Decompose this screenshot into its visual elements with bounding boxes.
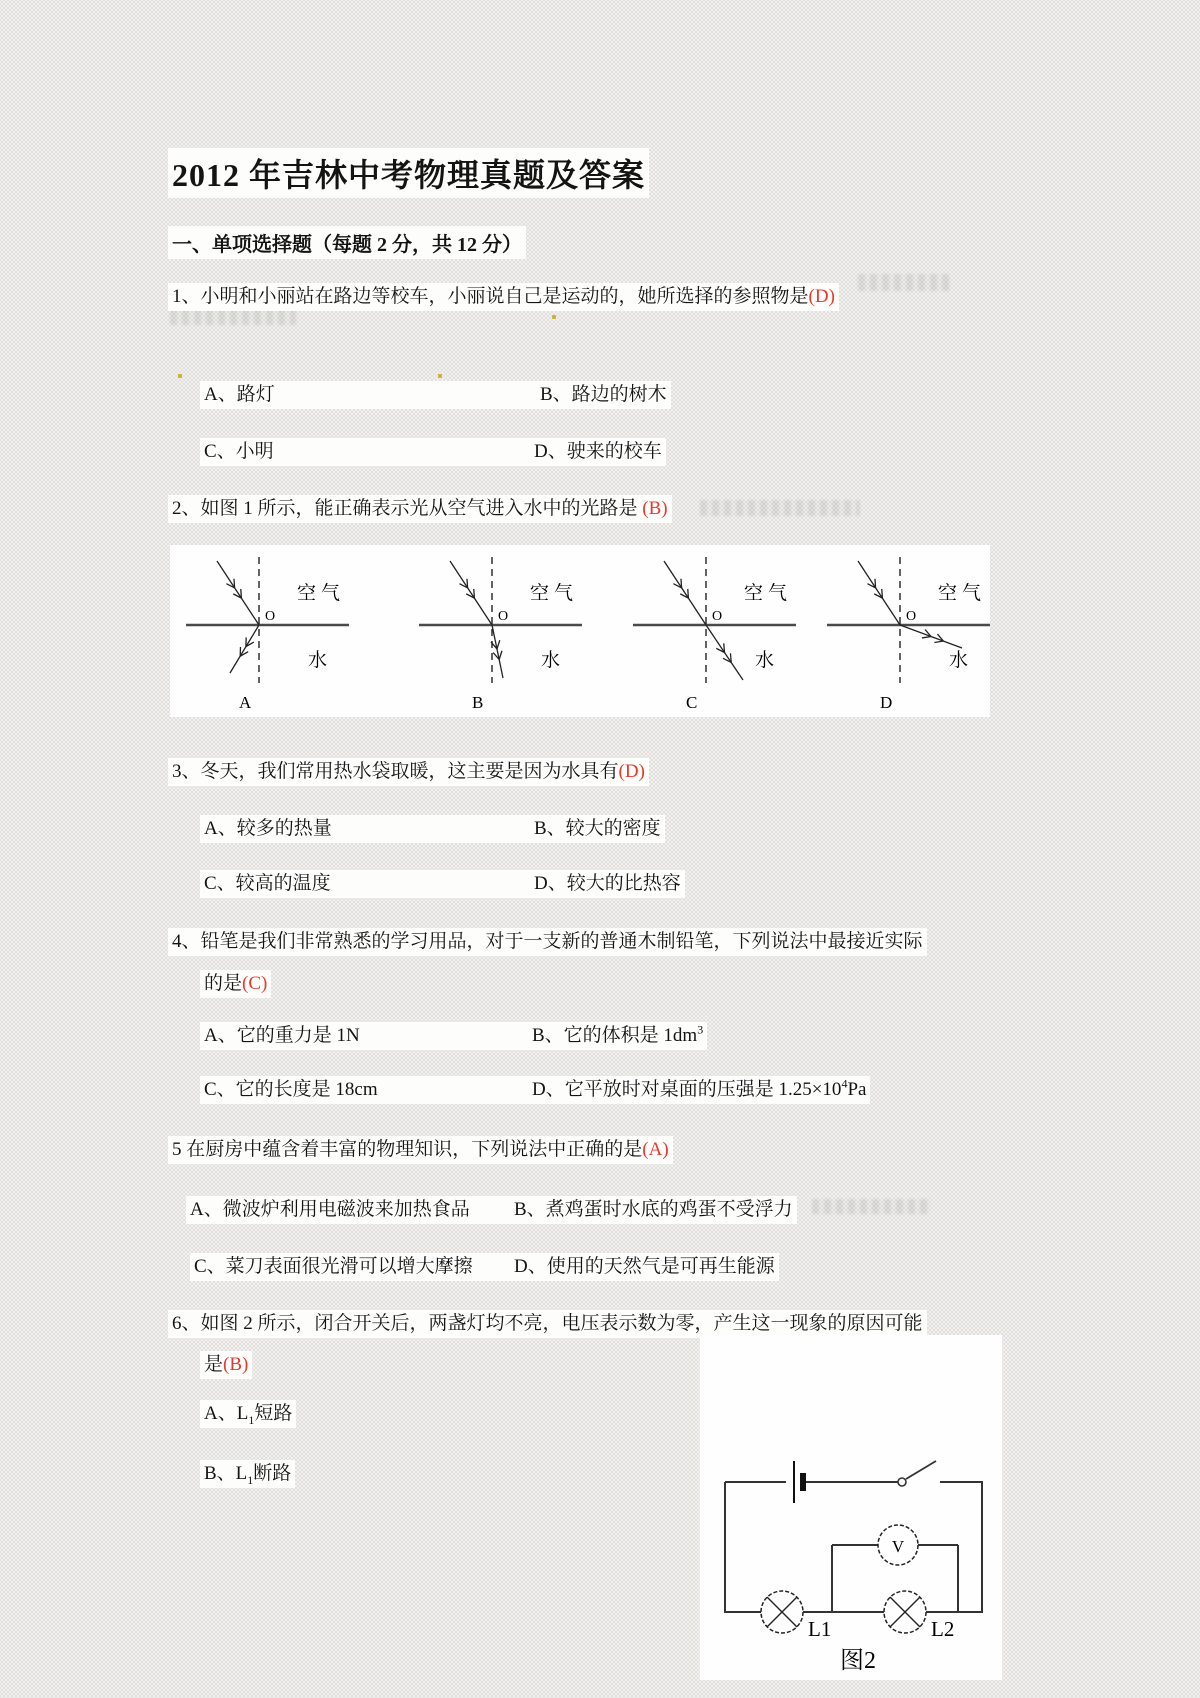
battery-negative-plate	[800, 1473, 806, 1491]
incident-ray	[217, 561, 259, 625]
option-5b: B、煮鸡蛋时水底的鸡蛋不受浮力	[514, 1199, 793, 1220]
question-3-stem: 3、冬天，我们常用热水袋取暖，这主要是因为水具有(D)	[168, 758, 649, 786]
question-6-stem-line-2: 是(B)	[200, 1351, 252, 1379]
water-label: 水	[541, 650, 561, 671]
option-1d: D、驶来的校车	[534, 441, 662, 462]
origin-label: O	[498, 609, 509, 624]
option-1b: B、路边的树木	[540, 384, 667, 405]
figure-1-panel-d	[822, 545, 1022, 715]
option-5d: D、使用的天然气是可再生能源	[514, 1256, 775, 1277]
origin-label: O	[265, 609, 276, 624]
lamp-l2-label: L2	[931, 1617, 955, 1641]
question-5-options-row-2	[190, 1253, 779, 1281]
question-5-answer: (A)	[642, 1139, 669, 1160]
speck	[438, 374, 442, 378]
air-label: 空气	[744, 583, 793, 604]
option-4d: D、它平放时对桌面的压强是 $1.25\times 10^4Pa$	[532, 1076, 867, 1100]
watermark-smudge	[812, 1199, 932, 1214]
section-heading: 一、单项选择题（每题 2 分，共 12 分）	[168, 226, 526, 259]
air-label: 空气	[297, 583, 346, 604]
question-3-options-row-1	[200, 815, 665, 843]
question-4-answer: (C)	[242, 973, 268, 994]
air-label: 空气	[530, 583, 579, 604]
question-4-options-row-2	[200, 1076, 870, 1104]
option-5a: A、微波炉利用电磁波来加热食品	[190, 1199, 470, 1220]
question-1-stem: 1、小明和小丽站在路边等校车，小丽说自己是运动的，她所选择的参照物是(D)	[168, 283, 839, 311]
circuit-svg	[700, 1335, 1002, 1680]
refracted-ray	[230, 625, 259, 673]
option-1a: A、路灯	[204, 384, 275, 405]
question-1-answer: (D)	[808, 286, 835, 307]
option-3c: C、较高的温度	[204, 873, 331, 894]
question-2-stem: 2、如图 1 所示，能正确表示光从空气进入水中的光路是 (B)	[168, 495, 672, 523]
question-1-options-row-2	[200, 438, 666, 466]
question-6-answer: (B)	[223, 1354, 249, 1375]
figure-2-circuit-diagram	[700, 1335, 1002, 1680]
origin-label: O	[712, 609, 723, 624]
incident-ray	[858, 561, 900, 625]
question-4-stem-line-1: 4、铅笔是我们非常熟悉的学习用品，对于一支新的普通木制铅笔，下列说法中最接近实际	[168, 928, 927, 956]
question-3-options-row-2	[200, 870, 685, 898]
figure-2-caption: 图2	[840, 1648, 876, 1674]
lamp-l1-label: L1	[808, 1617, 832, 1641]
figure-1-panel-c	[628, 545, 828, 715]
water-label: 水	[308, 650, 328, 671]
origin-label: O	[906, 609, 917, 624]
question-5-options-row-1	[186, 1196, 797, 1224]
panel-letter: C	[686, 693, 698, 712]
panel-letter: B	[472, 693, 484, 712]
panel-letter: A	[239, 693, 252, 712]
speck	[178, 374, 182, 378]
option-6b: B、$L_1$断路	[200, 1460, 295, 1488]
question-2-answer: (B)	[642, 498, 668, 519]
incident-ray	[450, 561, 492, 625]
option-4a: A、它的重力是 1N	[204, 1025, 360, 1046]
question-4-stem-line-2: 的是(C)	[200, 970, 271, 998]
panel-letter: D	[880, 693, 893, 712]
question-6-stem-line-1: 6、如图 2 所示，闭合开关后，两盏灯均不亮，电压表示数为零，产生这一现象的原因可能	[168, 1310, 927, 1338]
figure-1-panel-b	[414, 545, 614, 715]
option-3a: A、较多的热量	[204, 818, 332, 839]
water-label: 水	[755, 650, 775, 671]
air-label: 空气	[938, 583, 987, 604]
switch-pivot	[898, 1478, 906, 1486]
figure-1-panel-a	[181, 545, 381, 715]
speck	[552, 315, 556, 319]
wire	[926, 1482, 982, 1612]
water-label: 水	[949, 650, 969, 671]
option-3b: B、较大的密度	[534, 818, 661, 839]
watermark-smudge	[700, 500, 860, 516]
option-3d: D、较大的比热容	[534, 873, 681, 894]
wire	[725, 1482, 761, 1612]
option-1c: C、小明	[204, 441, 274, 462]
option-4b: B、它的体积是 $1dm^3$	[532, 1022, 704, 1046]
option-5c: C、菜刀表面很光滑可以增大摩擦	[194, 1256, 473, 1277]
incident-ray	[664, 561, 706, 625]
watermark-smudge	[858, 274, 950, 291]
question-5-stem: 5 在厨房中蕴含着丰富的物理知识，下列说法中正确的是(A)	[168, 1136, 673, 1164]
page-title: 2012 年吉林中考物理真题及答案	[168, 148, 649, 198]
question-1-options-row-1	[200, 381, 671, 409]
option-4c: C、它的长度是 18cm	[204, 1079, 378, 1100]
option-6a: A、$L_1$短路	[200, 1400, 296, 1428]
switch-blade	[906, 1461, 936, 1479]
question-3-answer: (D)	[618, 761, 645, 782]
question-4-options-row-1	[200, 1022, 707, 1050]
voltmeter-label: V	[891, 1537, 905, 1556]
figure-1-light-path-diagrams	[170, 545, 990, 717]
